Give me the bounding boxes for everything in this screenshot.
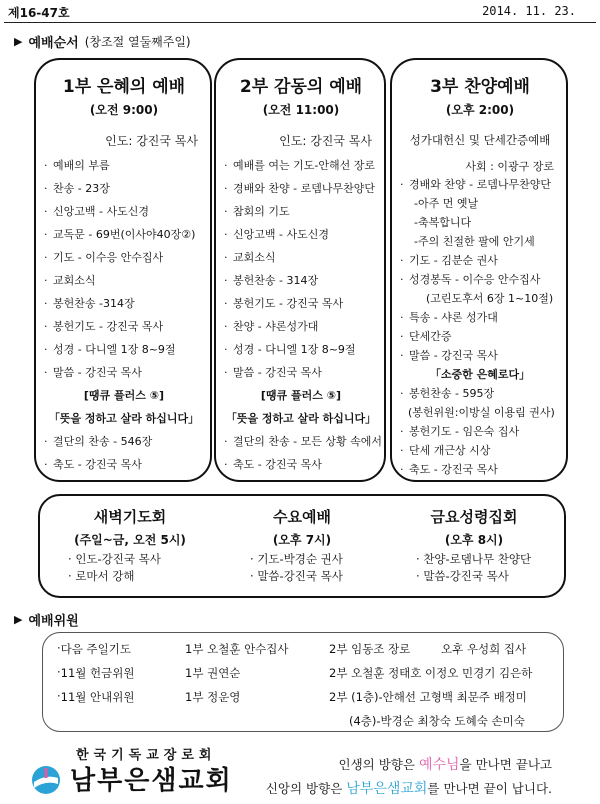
church-name: 남부은샘교회: [70, 766, 233, 796]
list-item: · 찬양-로뎀나무 찬양단: [416, 552, 532, 566]
service-1-preacher: 인도: 강진국 목사: [105, 134, 198, 148]
duty-label: · 11월 헌금위원: [57, 665, 135, 680]
service-2-preacher: 인도: 강진국 목사: [279, 134, 372, 148]
sermon-title: 「소중한 은혜로다」: [429, 368, 531, 381]
list-item: · 축도 - 강진국 목사: [224, 458, 322, 471]
list-item: · 예배의 부름: [44, 159, 110, 172]
duty-second: 2부 (1층)-안해선 고형백 최문주 배정미: [329, 690, 527, 704]
slogan-line-1: 인생의 방향은 예수님을 만나면 끝나고: [338, 757, 552, 773]
list-item: · 로마서 강해: [68, 569, 135, 583]
list-item: · 신앙고백 - 사도신경: [224, 228, 329, 241]
list-item: · 말씀-강진국 목사: [416, 569, 509, 583]
list-item: · 결단의 찬송 - 546장: [44, 435, 153, 448]
offering-note: (봉헌위원:이방실 이용림 권사): [408, 406, 555, 419]
duty-label: · 11월 안내위원: [57, 689, 135, 704]
list-item: · 말씀 - 강진국 목사: [400, 349, 498, 362]
sermon-title: 「뜻을 정하고 살라 하십니다」: [48, 412, 200, 425]
wednesday-time: (오후 7시): [272, 533, 332, 547]
service-2-time: (오전 11:00): [262, 103, 340, 117]
list-item: · 봉헌찬송 - 595장: [400, 387, 495, 400]
duty-box: [42, 632, 564, 732]
triangle-right-icon: ▶: [14, 613, 23, 626]
slogan-line-2: 신앙의 방향은 남부은샘교회를 만나면 끝이 납니다.: [265, 781, 552, 797]
duty-label: · 다음 주일기도: [57, 641, 131, 656]
list-item: · 봉헌기도 - 강진국 목사: [44, 320, 164, 333]
song-item: -주의 친절한 팔에 안기세: [414, 235, 535, 248]
service-2-title: 2부 감동의 예배: [239, 77, 363, 97]
list-item: · 성경 - 다니엘 1장 8~9절: [224, 343, 356, 356]
list-item: · 말씀 - 강진국 목사: [44, 366, 142, 379]
list-item: · 교독문 - 69번(이사야40장②): [44, 228, 196, 241]
song-item: -축복합니다: [414, 216, 472, 229]
list-item: · 찬송 - 23장: [44, 182, 110, 195]
order-section-subtitle: (창조절 열둘째주일): [84, 35, 191, 49]
friday-column: [390, 506, 558, 585]
sermon-title: 「뜻을 정하고 살라 하십니다」: [225, 412, 377, 425]
weekday-services-box: [38, 494, 566, 598]
list-item: · 결단의 찬송 - 모든 상황 속에서: [224, 435, 382, 448]
service-2-box: [214, 58, 386, 482]
duty-section-heading: [14, 610, 85, 629]
friday-title: 금요성령집회: [430, 508, 518, 526]
service-1-box: [34, 58, 212, 482]
list-item: · 봉헌기도 - 임은숙 집사: [400, 425, 520, 438]
list-item: · 단세간증: [400, 330, 452, 343]
duty-first: 1부 오철훈 안수집사: [185, 642, 289, 656]
header-divider: [4, 22, 596, 23]
list-item: · 봉헌찬송 - 314장: [224, 274, 319, 287]
dawn-prayer-title: 새벽기도회: [93, 508, 167, 526]
thanks-plus-label: [땡큐 플러스 ⑤]: [83, 389, 165, 402]
list-item: · 말씀-강진국 목사: [250, 569, 343, 583]
list-item: · 경배와 찬양 - 로뎀나무찬양단: [224, 182, 375, 195]
list-item: · 축도 - 강진국 목사: [44, 458, 142, 471]
duty-afternoon: 오후 우성희 집사: [441, 642, 527, 656]
duty-section-title: 예배위원: [28, 614, 79, 629]
list-item: · 봉헌기도 - 강진국 목사: [224, 297, 344, 310]
duty-first: 1부 정운영: [185, 690, 241, 704]
denomination-name: 한국기독교장로회: [76, 748, 217, 763]
list-item: · 신앙고백 - 사도신경: [44, 205, 149, 218]
service-1-title: 1부 은혜의 예배: [62, 77, 186, 97]
service-2-items: [224, 159, 382, 472]
list-item: · 성경 - 다니엘 1장 8~9절: [44, 343, 176, 356]
list-item: · 성경봉독 - 이수응 안수집사: [400, 273, 541, 286]
duty-second-4f: (4층)-박경순 최창숙 도혜숙 손미숙: [349, 714, 525, 728]
list-item: · 경배와 찬양 - 로뎀나무찬양단: [400, 178, 551, 191]
thanks-plus-label: [땡큐 플러스 ⑤]: [260, 389, 342, 402]
issue-number: 제16-47호: [8, 6, 70, 20]
service-3-time: (오후 2:00): [445, 103, 515, 117]
service-1-items: [44, 159, 204, 472]
dawn-prayer-column: [46, 506, 214, 585]
bulletin-date: 2014. 11. 23.: [482, 4, 576, 18]
song-item: -아주 먼 옛날: [414, 197, 479, 210]
reading-reference: (고린도후서 6장 1~10절): [426, 292, 554, 305]
list-item: · 특송 - 샤론 성가대: [400, 311, 498, 324]
list-item: · 축도 - 강진국 목사: [400, 463, 498, 476]
duty-first: 1부 권연순: [185, 666, 241, 680]
list-item: · 교회소식: [224, 251, 276, 264]
service-3-items: [400, 178, 560, 477]
duty-second: 2부 임동조 장로: [329, 642, 411, 656]
list-item: · 찬양 - 샤론성가대: [224, 320, 319, 333]
list-item: · 봉헌찬송 -314장: [44, 297, 135, 310]
order-section-heading: [14, 32, 191, 51]
list-item: · 인도-강진국 목사: [68, 552, 161, 566]
wednesday-title: 수요예배: [273, 508, 331, 526]
list-item: · 참회의 기도: [224, 205, 290, 218]
list-item: · 기도-박경순 권사: [250, 552, 343, 566]
friday-time: (오후 8시): [444, 533, 504, 547]
church-logo-icon: [30, 764, 62, 796]
list-item: · 기도 - 김분순 권사: [400, 254, 498, 267]
service-3-subtitle: 성가대헌신 및 단세간증예배: [409, 133, 551, 147]
wednesday-column: [218, 506, 386, 585]
list-item: · 기도 - 이수응 안수집사: [44, 251, 164, 264]
dawn-prayer-time: (주일~금, 오전 5시): [74, 533, 186, 547]
service-3-box: [390, 58, 568, 482]
service-3-title: 3부 찬양예배: [430, 77, 530, 97]
order-section-title: 예배순서: [28, 36, 79, 51]
service-3-leader: 사회 : 이광구 장로: [465, 160, 554, 173]
duty-second: 2부 오철훈 정태호 이정오 민경기 김은하: [329, 666, 533, 680]
list-item: · 교회소식: [44, 274, 96, 287]
list-item: · 단세 개근상 시상: [400, 444, 491, 457]
triangle-right-icon: ▶: [14, 35, 23, 48]
service-1-time: (오전 9:00): [89, 103, 159, 117]
list-item: · 말씀 - 강진국 목사: [224, 366, 322, 379]
list-item: · 예배를 여는 기도-안해선 장로: [224, 159, 375, 172]
